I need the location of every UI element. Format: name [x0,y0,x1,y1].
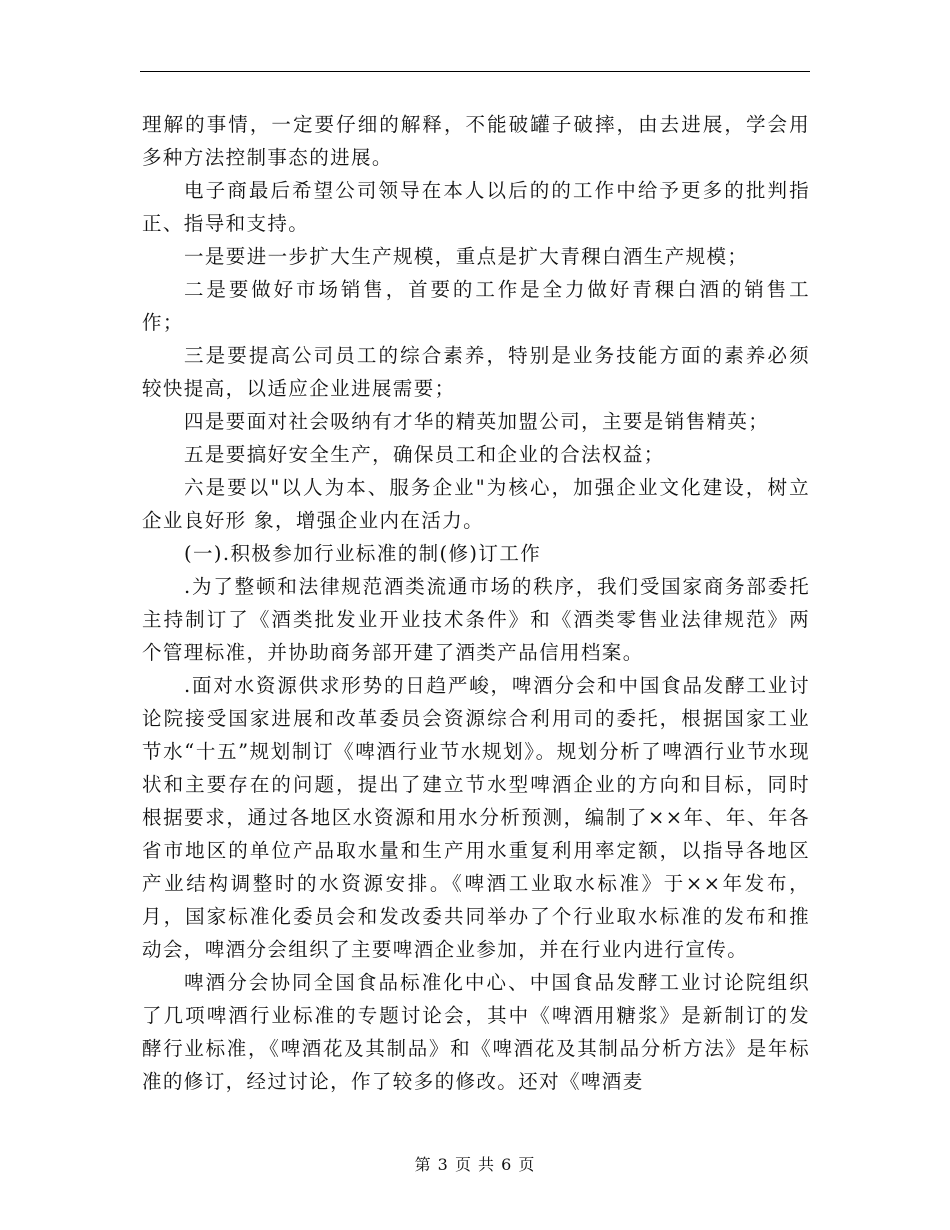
header-rule [140,71,810,72]
paragraph: 一是要进一步扩大生产规模，重点是扩大青稞白酒生产规模； [184,245,749,268]
paragraph: .面对水资源供求形势的日趋严峻，啤酒分会和中国食品发酵工业讨论院接受国家进展和改革委员会资源综合利用司的委托，根据国家工业节水“十五”规划制订《啤酒行业节水规划》。规划分析了啤酒行业节水现状和主要存在的问题，提出了建立节水型啤酒企业的方向和目标，同时根据要求，通过各地区水资源和用水分析预测，编制了××年、年、年各省市地区的单位产品取水量和生产用水重复利用率定额，以指导各地区产业结构调整时的水资源安排。《啤酒工业取水标准》于××年发布，月，国家标准化委员会和发改委共同举办了个行业取水标准的发布和推动会，啤酒分会组织了主要啤酒企业参加，并在行业内进行宣传。 [142,674,810,961]
paragraph: 啤酒分会协同全国食品标准化中心、中国食品发酵工业讨论院组织了几项啤酒行业标准的专题讨论会，其中《啤酒用糖浆》是新制订的发酵行业标准，《啤酒花及其制品》和《啤酒花及其制品分析方法》是年标准的修订，经过讨论，作了较多的修改。还对《啤酒麦 [142,971,810,1093]
section-heading: (一).积极参加行业标准的制(修)订工作 [184,542,542,565]
paragraph: 五是要搞好安全生产，确保员工和企业的合法权益； [184,443,665,466]
paragraph: 三是要提高公司员工的综合素养，特别是业务技能方面的素养必须较快提高，以适应企业进展需要； [142,344,810,400]
document-body [142,108,810,1098]
paragraph: 六是要以"以人为本、服务企业"为核心，加强企业文化建设，树立企业良好形 象，增强企业内在活力。 [142,476,810,532]
page-number: 第 3 页 共 6 页 [414,1155,536,1174]
paragraph: 电子商最后希望公司领导在本人以后的的工作中给予更多的批判指正、指导和支持。 [142,179,810,235]
paragraph: 四是要面对社会吸纳有才华的精英加盟公司，主要是销售精英； [184,410,770,433]
paragraph: 理解的事情，一定要仔细的解释，不能破罐子破摔，由去进展，学会用多种方法控制事态的进展。 [142,113,810,169]
paragraph: .为了整顿和法律规范酒类流通市场的秩序，我们受国家商务部委托主持制订了《酒类批发业开业技术条件》和《酒类零售业法律规范》两个管理标准，并协助商务部开建了酒类产品信用档案。 [142,575,810,664]
paragraph: 二是要做好市场销售，首要的工作是全力做好青稞白酒的销售工作； [142,278,810,334]
